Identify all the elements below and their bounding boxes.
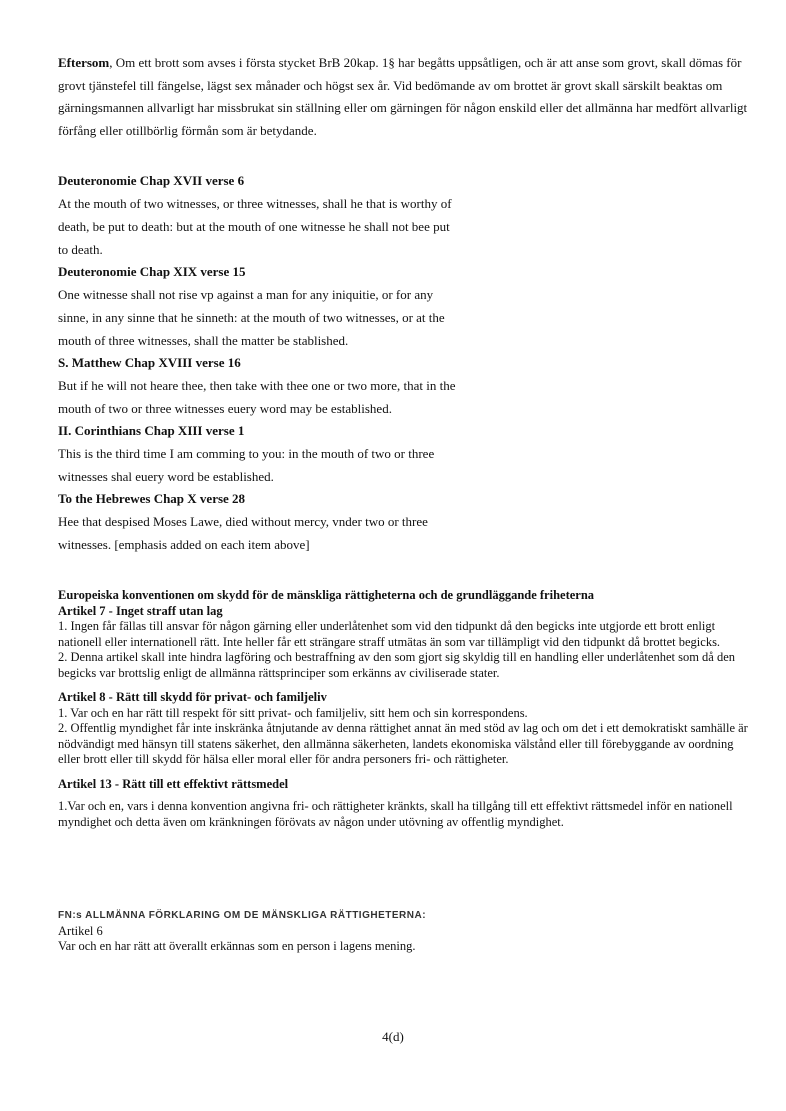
quote-hebrews-10 <box>58 488 508 556</box>
article-8-paragraph-1: 1. Var och en har rätt till respekt för sitt privat- och familjeliv, sitt hem och sin korrespondens. <box>58 705 528 720</box>
quote-heading: Deuteronomie Chap XIX verse 15 <box>58 264 246 279</box>
article-13-heading: Artikel 13 - Rätt till ett effektivt rättsmedel <box>58 776 289 791</box>
un-article-label: Artikel 6 <box>58 923 103 938</box>
convention-title: Europeiska konventionen om skydd för de mänskliga rättigheterna och de grundläggande friheterna <box>58 588 595 602</box>
quote-line: But if he will not heare thee, then take with thee one or two more, that in the <box>58 378 456 393</box>
quote-heading: Deuteronomie Chap XVII verse 6 <box>58 173 245 188</box>
quote-line: This is the third time I am comming to you: in the mouth of two or three <box>58 446 435 461</box>
un-declaration-section <box>58 908 758 955</box>
quote-line: to death. <box>58 242 103 257</box>
un-declaration-caption: FN:s ALLMÄNNA FÖRKLARING OM DE MÄNSKLIGA RÄTTIGHETERNA: <box>58 910 427 921</box>
quote-line: At the mouth of two witnesses, or three witnesses, shall he that is worthy of <box>58 196 452 211</box>
quote-line: sinne, in any sinne that he sinneth: at the mouth of two witnesses, or at the <box>58 310 445 325</box>
article-8-paragraph-2: 2. Offentlig myndighet får inte inskränka åtnjutande av denna rättighet annat än med stöd av lag och om det i ett demokratiskt samhälle är nödvändigt med hänsyn till statens säkerhet, den allmänna säkerheten, landets ekonomiska välstånd eller till förebyggande av oordning eller brott eller till skydd för hälsa eller moral eller för andra personers fri- och rättigheter. <box>58 721 748 766</box>
intro-lead: Eftersom <box>58 55 110 70</box>
quote-line: One witnesse shall not rise vp against a man for any iniquitie, or for any <box>58 287 434 302</box>
european-convention-section <box>58 588 758 830</box>
quote-line: death, be put to death: but at the mouth of one witnesse he shall not bee put <box>58 219 450 234</box>
article-7-heading: Artikel 7 - Inget straff utan lag <box>58 603 223 618</box>
quote-heading: To the Hebrewes Chap X verse 28 <box>58 491 246 506</box>
bible-quotes <box>58 170 508 556</box>
quote-line: witnesses shal euery word be established. <box>58 469 274 484</box>
quote-line: Hee that despised Moses Lawe, died without mercy, vnder two or three <box>58 514 428 529</box>
quote-line: mouth of three witnesses, shall the matter be stablished. <box>58 333 349 348</box>
page-number: 4(d) <box>382 1029 404 1044</box>
quote-deut-17 <box>58 170 508 261</box>
quote-corinthians-13 <box>58 420 508 488</box>
article-13-paragraph-1: 1.Var och en, vars i denna konvention angivna fri- och rättigheter kränkts, skall ha tillgång till ett effektivt rättsmedel inför en nationell myndighet och detta även om kränkningen förövats av någon under utövning av offentlig myndighet. <box>58 799 733 829</box>
un-article-text: Var och en har rätt att överallt erkännas som en person i lagens mening. <box>58 939 416 953</box>
article-7-paragraph-1: 1. Ingen får fällas till ansvar för någon gärning eller underlåtenhet som vid den tidpunkt då den begicks inte utgjorde ett brott enligt nationell eller internationell rätt. Inte heller får ett strängare straff utmätas än som var tillämpligt vid den tidpunkt då brottet begicks. <box>58 619 721 649</box>
quote-matthew-18 <box>58 352 508 420</box>
intro-text: , Om ett brott som avses i första stycket BrB 20kap. 1§ har begåtts uppsåtligen, och är att anse som grovt, skall dömas för grovt tjänstefel till fängelse, lägst sex månader och högst sex år. Vid bedömande av om brottet är grovt skall särskilt beaktas om gärningsmannen allvarligt har missbrukat sin ställning eller om gärningen för någon enskild eller det allmänna har medfört allvarligt förfång eller otillbörlig förmån som är betydande. <box>58 55 748 138</box>
quote-heading: S. Matthew Chap XVIII verse 16 <box>58 355 241 370</box>
article-8-heading: Artikel 8 - Rätt till skydd för privat- och familjeliv <box>58 690 327 704</box>
article-7-paragraph-2: 2. Denna artikel skall inte hindra lagföring och bestraffning av den som gjort sig skyldig till en handling eller underlåtenhet som då den begicks var brottslig enligt de allmänna rättsprinciper som erkänns av civiliserade stater. <box>58 650 736 680</box>
intro-paragraph <box>58 52 748 142</box>
quote-deut-19 <box>58 261 508 352</box>
quote-line: mouth of two or three witnesses euery word may be established. <box>58 401 392 416</box>
quote-heading: II. Corinthians Chap XIII verse 1 <box>58 423 245 438</box>
quote-line: witnesses. [emphasis added on each item above] <box>58 537 310 552</box>
